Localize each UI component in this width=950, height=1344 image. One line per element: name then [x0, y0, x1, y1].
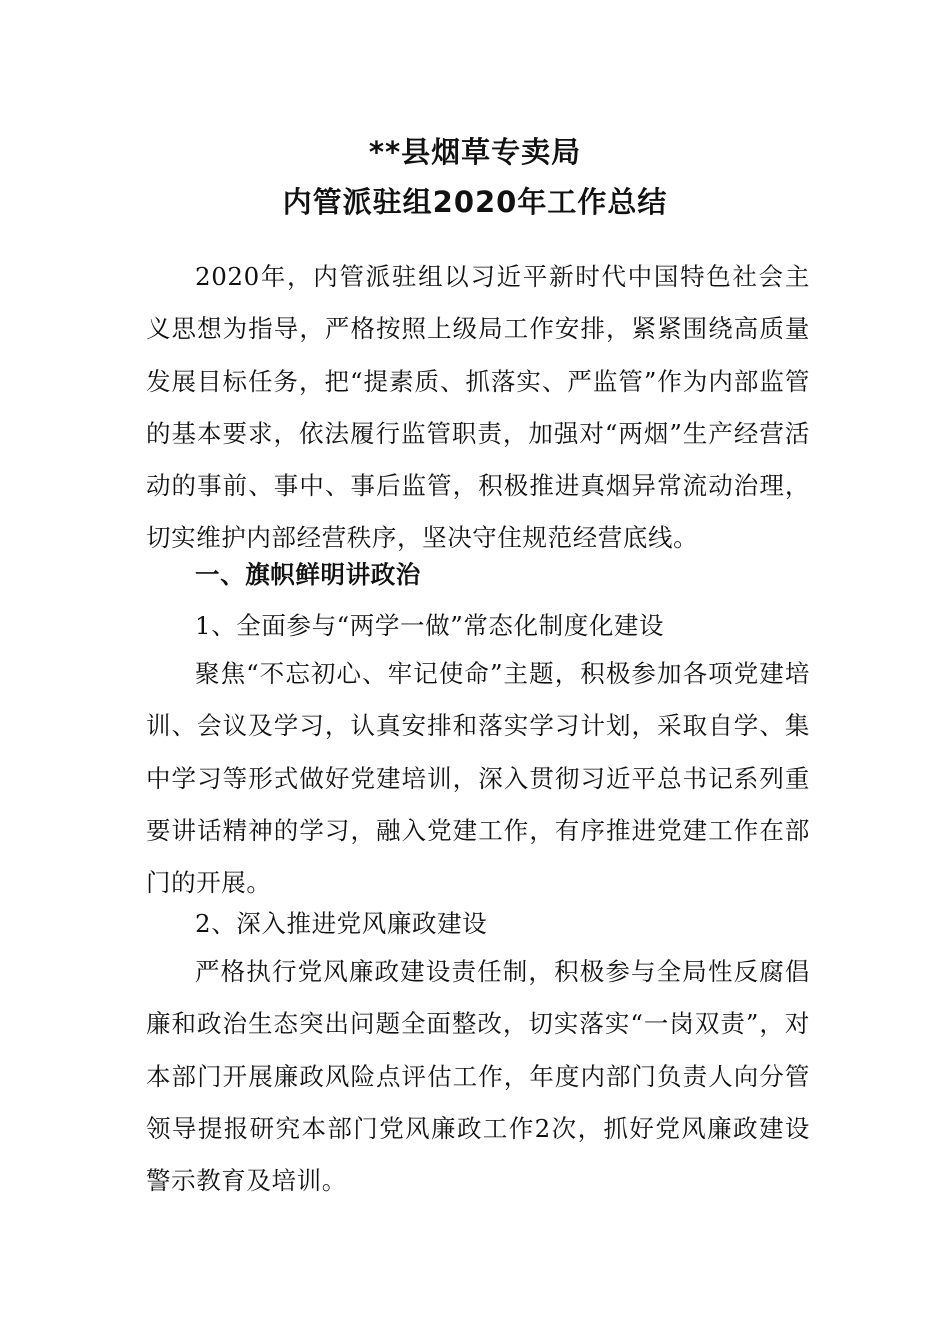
document-title-line2: 内管派驻组2020年工作总结	[282, 185, 668, 219]
subsection-title: 2、深入推进党风廉政建设	[195, 909, 488, 938]
subsection-paragraph: 严格执行党风廉政建设责任制，积极参与全局性反腐倡廉和政治生态突出问题全面整改，切实落实“一岗双责”，对本部门开展廉政风险点评估工作，年度内部门负责人向分管领导提报研究本部门党风廉政工作2次，抓好党风廉政建设警示教育及培训。	[146, 957, 810, 1196]
intro-paragraph: 2020年，内管派驻组以习近平新时代中国特色社会主义思想为指导，严格按照上级局工作安排，紧紧围绕高质量发展目标任务，把“提素质、抓落实、严监管”作为内部监管的基本要求，依法履行监管职责，加强对“两烟”生产经营活动的事前、事中、事后监管，积极推进真烟异常流动治理，切实维护内部经营秩序，坚决守住规范经营底线。	[146, 262, 810, 553]
document-title-line1: **县烟草专卖局	[368, 135, 582, 169]
subsection-paragraph: 聚焦“不忘初心、牢记使命”主题，积极参加各项党建培训、会议及学习，认真安排和落实学习计划，采取自学、集中学习等形式做好党建培训，深入贯彻习近平总书记系列重要讲话精神的学习，融入党建工作，有序推进党建工作在部门的开展。	[146, 659, 810, 898]
subsection-title: 1、全面参与“两学一做”常态化制度化建设	[195, 611, 665, 640]
section-heading: 一、旗帜鲜明讲政治	[195, 560, 421, 589]
